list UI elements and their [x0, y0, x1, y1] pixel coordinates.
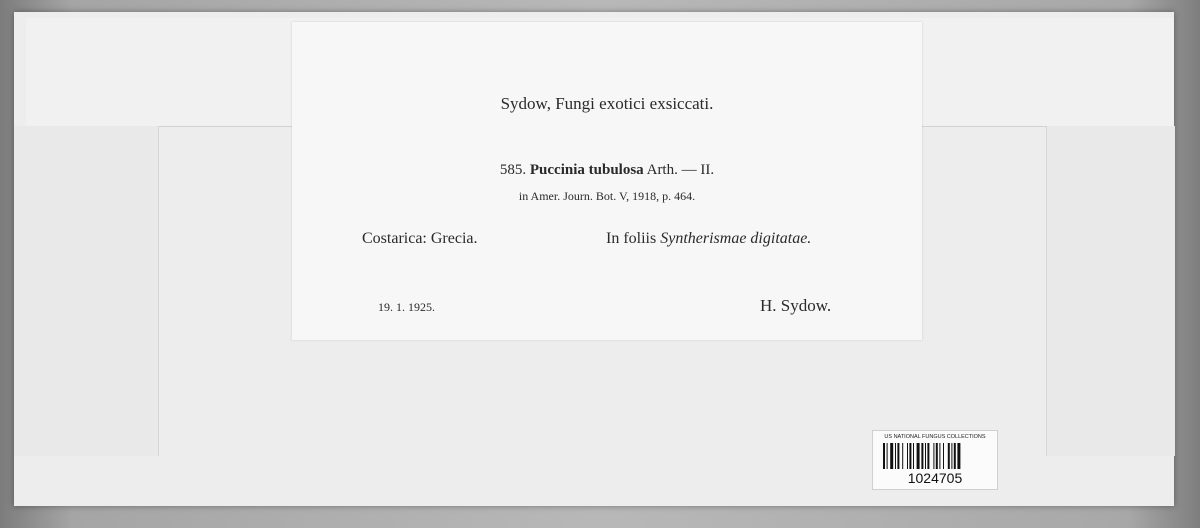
host-name: Syntherismae digitatae.	[660, 230, 812, 247]
barcode-bar	[943, 443, 944, 469]
barcode-sticker	[872, 430, 998, 490]
exsiccata-number: 585.	[499, 162, 527, 178]
barcode-bar	[948, 443, 950, 469]
host-info	[606, 230, 811, 248]
species-authority: Arth. — II.	[646, 162, 715, 178]
barcode-bar	[917, 443, 920, 469]
locality: Costarica: Grecia.	[362, 230, 478, 247]
packet-right-flap	[1046, 126, 1175, 456]
barcode-bar	[895, 443, 896, 469]
barcode-bar	[939, 443, 940, 469]
collection-date: 19. 1. 1925.	[378, 300, 435, 314]
barcode-bar	[890, 443, 893, 469]
barcode-bar	[913, 443, 914, 469]
literature-citation: in Amer. Journ. Bot. V, 1918, p. 464.	[518, 189, 696, 203]
barcode-bar	[883, 443, 885, 469]
host-prefix: In foliis	[606, 230, 657, 247]
barcode-bar	[927, 443, 929, 469]
specimen-name-line	[292, 162, 922, 179]
specimen-label	[292, 22, 922, 340]
barcode-bar	[909, 443, 911, 469]
barcode-bar	[951, 443, 952, 469]
barcode-bar	[897, 443, 899, 469]
barcode-bar	[925, 443, 926, 469]
species-name: Puccinia tubulosa	[529, 162, 644, 178]
barcode-number: 1024705	[907, 470, 963, 486]
barcode-bar	[887, 443, 888, 469]
barcode-title: US NATIONAL FUNGUS COLLECTIONS	[884, 434, 986, 440]
barcode-bar	[954, 443, 956, 469]
barcode-bar	[957, 443, 960, 469]
barcode-bar	[902, 443, 903, 469]
barcode-bar	[933, 443, 934, 469]
barcode-bar	[921, 443, 923, 469]
barcode-bars	[883, 443, 987, 469]
packet-left-flap	[14, 126, 159, 456]
barcode-bar	[936, 443, 938, 469]
collector: H. Sydow.	[760, 296, 832, 315]
barcode-bar	[907, 443, 908, 469]
series-title: Sydow, Fungi exotici exsiccati.	[500, 94, 714, 113]
